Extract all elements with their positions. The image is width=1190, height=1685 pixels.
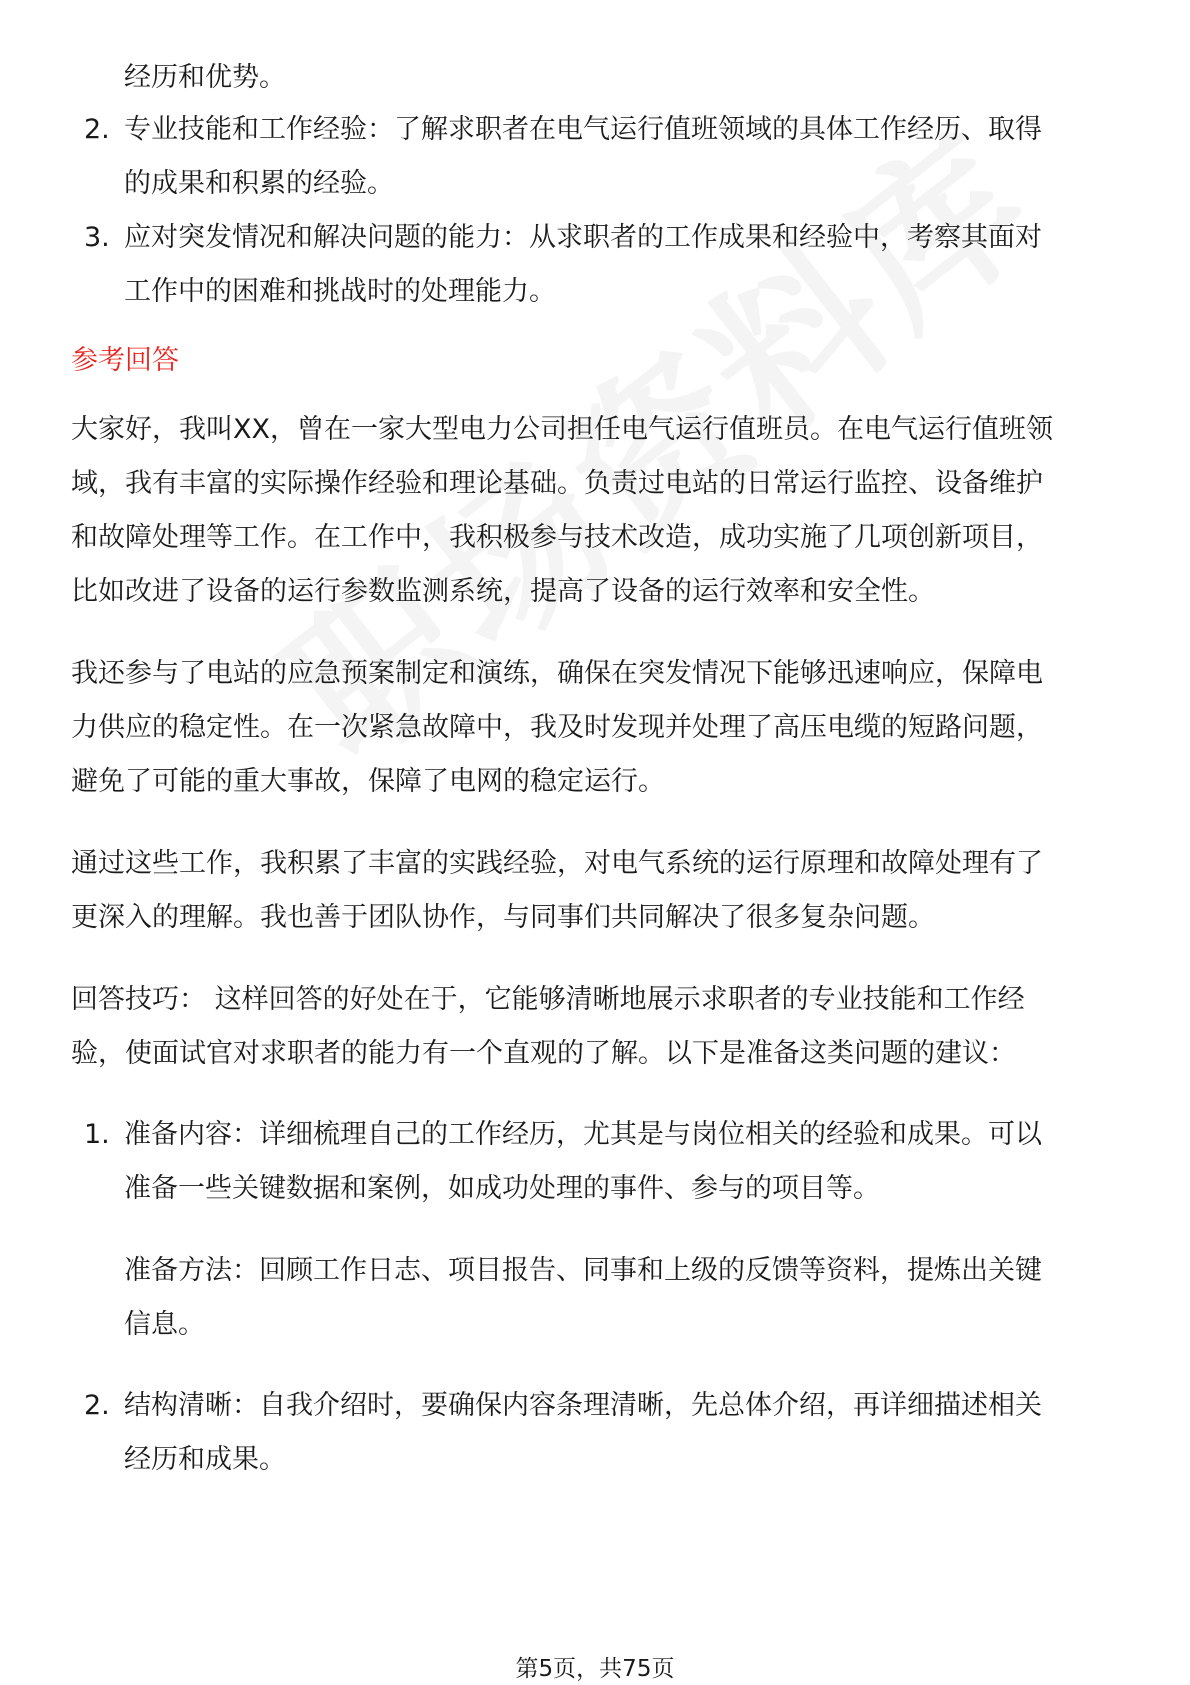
list-item-line: 应对突发情况和解决问题的能力：从求职者的工作成果和经验中，考察其面对 [124, 222, 1042, 253]
section-heading: 参考回答 [71, 345, 179, 376]
list-item-line: 工作中的困难和挑战时的处理能力。 [124, 276, 556, 307]
list-number: 2. [84, 114, 110, 145]
tip-number: 2. [84, 1390, 110, 1421]
paragraph-line: 大家好，我叫XX，曾在一家大型电力公司担任电气运行值班员。在电气运行值班领 [71, 414, 1053, 445]
paragraph-line: 通过这些工作，我积累了丰富的实践经验，对电气系统的运行原理和故障处理有了 [71, 848, 1043, 879]
tip-sub-line: 信息。 [124, 1309, 205, 1340]
tip-line: 准备内容：详细梳理自己的工作经历，尤其是与岗位相关的经验和成果。可以 [124, 1119, 1042, 1150]
paragraph-line: 回答技巧： 这样回答的好处在于，它能够清晰地展示求职者的专业技能和工作经 [71, 984, 1025, 1015]
page-number-footer: 第5页，共75页 [515, 1656, 675, 1682]
tip-line: 准备一些关键数据和案例，如成功处理的事件、参与的项目等。 [124, 1173, 880, 1204]
tip-number: 1. [84, 1119, 110, 1150]
tip-line: 经历和成果。 [124, 1444, 286, 1475]
paragraph-line: 和故障处理等工作。在工作中，我积极参与技术改造，成功实施了几项创新项目， [71, 522, 1043, 553]
paragraph-line: 避免了可能的重大事故，保障了电网的稳定运行。 [71, 766, 665, 797]
tip-sub-line: 准备方法：回顾工作日志、项目报告、同事和上级的反馈等资料，提炼出关键 [124, 1255, 1042, 1286]
list-item-continuation: 经历和优势。 [124, 62, 286, 93]
paragraph-line: 比如改进了设备的运行参数监测系统，提高了设备的运行效率和安全性。 [71, 576, 935, 607]
list-item-line: 专业技能和工作经验：了解求职者在电气运行值班领域的具体工作经历、取得 [124, 114, 1042, 145]
paragraph-line: 验，使面试官对求职者的能力有一个直观的了解。以下是准备这类问题的建议： [71, 1038, 1016, 1069]
tip-line: 结构清晰：自我介绍时，要确保内容条理清晰，先总体介绍，再详细描述相关 [124, 1390, 1042, 1421]
paragraph-line: 力供应的稳定性。在一次紧急故障中，我及时发现并处理了高压电缆的短路问题， [71, 712, 1043, 743]
paragraph-line: 域，我有丰富的实际操作经验和理论基础。负责过电站的日常运行监控、设备维护 [71, 468, 1043, 499]
paragraph-line: 我还参与了电站的应急预案制定和演练，确保在突发情况下能够迅速响应，保障电 [71, 658, 1043, 689]
list-item-line: 的成果和积累的经验。 [124, 168, 394, 199]
paragraph-line: 更深入的理解。我也善于团队协作，与同事们共同解决了很多复杂问题。 [71, 902, 935, 933]
list-number: 3. [84, 222, 110, 253]
